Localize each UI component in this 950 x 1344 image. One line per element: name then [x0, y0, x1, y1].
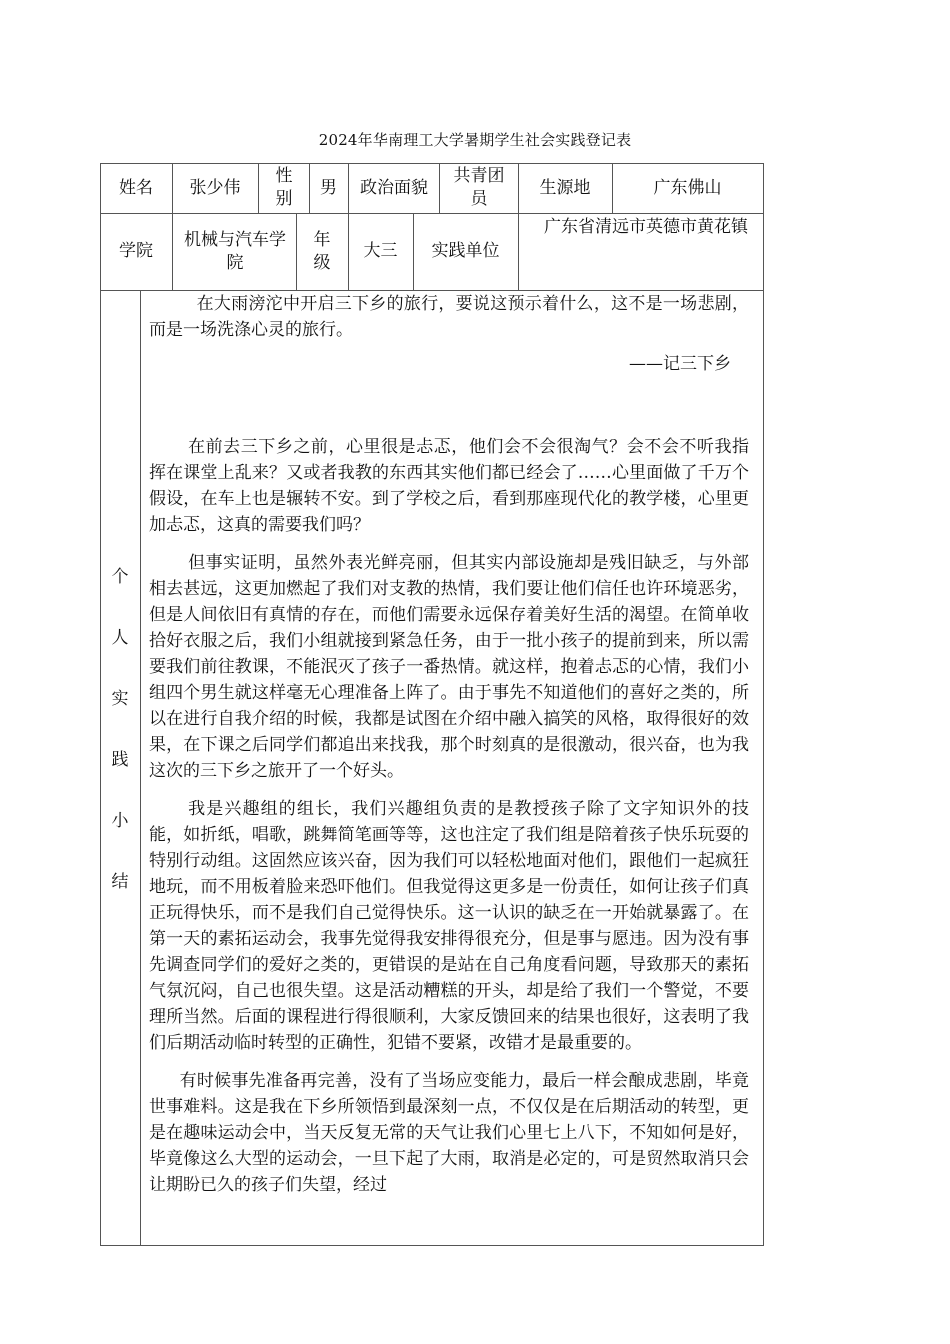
name-value: 张少伟	[189, 177, 241, 198]
form-title: 2024年华南理工大学暑期学生社会实践登记表	[318, 131, 632, 149]
summary-paragraph: 我是兴趣组的组长，我们兴趣组负责的是教授孩子除了文字知识外的技能，如折纸，唱歌，跳舞简笔画等等，这也注定了我们组是陪着孩子快乐玩耍的特别行动组。这固然应该兴奋，因为我们可以轻松地面对他们，跟他们一起疯狂地玩，而不用板着脸来恐吓他们。但我觉得这更多是一份责任，如何让孩子们真正玩得快乐，而不是我们自己觉得快乐。这一认识的缺乏在一开始就暴露了。在第一天的素拓运动会，我事先觉得我安排得很充分，但是事与愿违。因为没有事先调查同学们的爱好之类的，更错误的是站在自己角度看问题，导致那天的素拓气氛沉闷，自己也很失望。这是活动糟糕的开头，却是给了我们一个警觉，不要理所当然。后面的课程进行得很顺利，大家反馈回来的结果也很好，这表明了我们后期活动临时转型的正确性，犯错不要紧，改错才是最重要的。	[149, 799, 749, 1053]
row2-divider	[172, 213, 173, 290]
grade-value: 大三	[363, 241, 398, 261]
row2-divider	[296, 213, 297, 290]
summary-paragraph: 但事实证明，虽然外表光鲜亮丽，但其实内部设施却是残旧缺乏，与外部相去甚远，这更加燃起了我们对支教的热情，我们要让他们信任也许环境恶劣，但是人间依旧有真情的存在，而他们需要永远保存着美好生活的渴望。在简单收拾好衣服之后，我们小组就接到紧急任务，由于一批小孩子的提前到来，所以需要我们前往教课，不能泯灭了孩子一番热情。就这样，抱着忐忑的心情，我们小组四个男生就这样毫无心理准备上阵了。由于事先不知道他们的喜好之类的，所以在进行自我介绍的时候，我都是试图在介绍中融入搞笑的风格，取得很好的效果，在下课之后同学们都追出来找我，那个时刻真的是很激动，很兴奋，也为我这次的三下乡之旅开了一个好头。	[149, 553, 749, 781]
college-value: 机械与汽车学院	[184, 229, 286, 273]
college-label: 学院	[119, 241, 153, 261]
unit-value: 广东省清远市英德市黄花镇	[544, 217, 748, 237]
row1-divider	[258, 163, 259, 213]
origin-label: 生源地	[539, 177, 591, 198]
summary-text	[149, 291, 749, 1198]
unit-label: 实践单位	[431, 241, 500, 261]
opening-quote: 在大雨滂沱中开启三下乡的旅行，要说这预示着什么，这不是一场悲剧，而是一场洗涤心灵的旅行。	[149, 294, 749, 340]
summary-paragraph: 有时候事先准备再完善，没有了当场应变能力，最后一样会酿成悲剧，毕竟世事难料。这是我在下乡所领悟到最深刻一点，不仅仅是在后期活动的转型，更是在趣味运动会中，当天反复无常的天气让我们心里七上八下，不知如何是好，毕竟像这么大型的运动会，一旦下起了大雨，取消是必定的，可是贸然取消只会让期盼已久的孩子们失望，经过	[149, 1071, 749, 1195]
summary-label-char: 小	[111, 811, 129, 831]
summary-label-char: 践	[111, 750, 129, 770]
name-label: 姓名	[119, 177, 153, 198]
summary-divider	[140, 290, 141, 1246]
quote-signature: ——记三下乡	[629, 354, 731, 374]
grade-label: 年级	[313, 229, 331, 273]
personal-summary-label	[100, 562, 140, 928]
summary-label-char: 个	[111, 567, 129, 587]
table-border-bottom	[100, 1245, 764, 1246]
political-label: 政治面貌	[360, 177, 428, 198]
row2-divider	[518, 213, 519, 290]
gender-label: 性别	[275, 166, 293, 209]
summary-label-char: 实	[111, 689, 129, 709]
table-border-right	[763, 163, 764, 1246]
political-value: 共青团员	[453, 166, 505, 209]
summary-paragraph: 在前去三下乡之前，心里很是忐忑，他们会不会很淘气？会不会不听我指挥在课堂上乱来？又或者我教的东西其实他们都已经会了……心里面做了千万个假设，在车上也是辗转不安。到了学校之后，看到那座现代化的教学楼，心里更加忐忑，这真的需要我们吗？	[149, 437, 749, 535]
gender-value: 男	[320, 177, 337, 198]
row1-divider	[439, 163, 440, 213]
summary-label-char: 人	[111, 628, 129, 648]
origin-value: 广东佛山	[653, 177, 722, 198]
summary-label-char: 结	[111, 872, 129, 892]
row1-divider	[348, 163, 349, 213]
